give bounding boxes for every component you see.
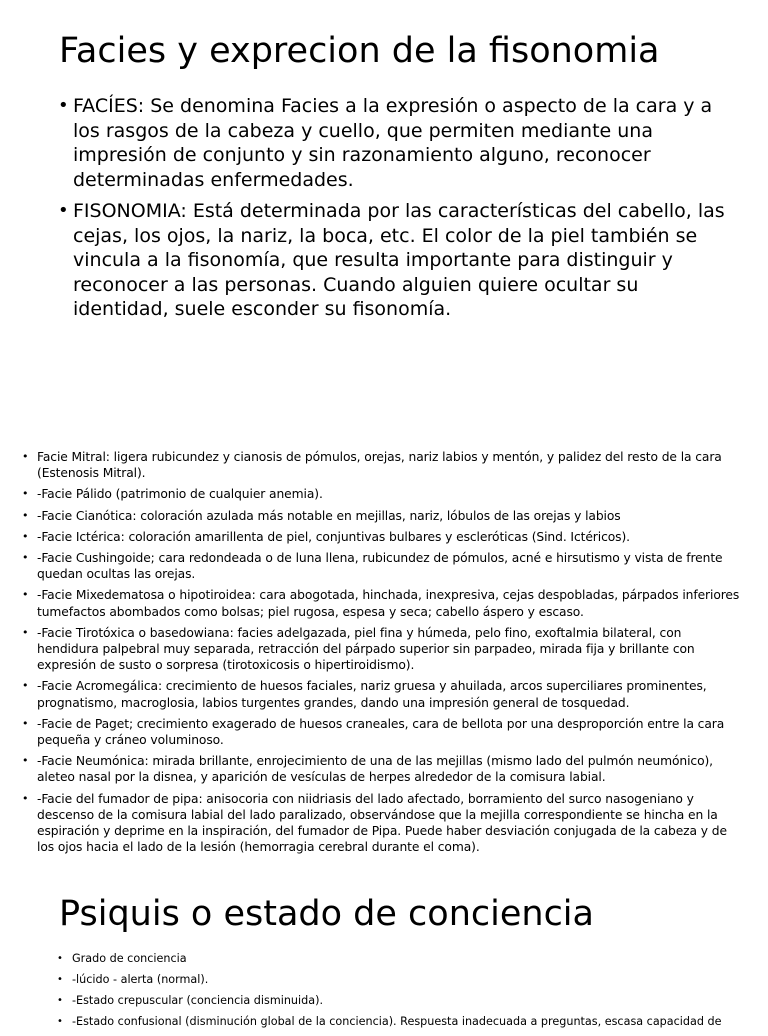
list-item — [22, 791, 740, 856]
list-item-text: -Facie Cianótica: coloración azulada más notable en mejillas, nariz, lóbulos de las orejas y labios — [37, 508, 621, 523]
list-item — [22, 529, 740, 545]
list-item — [22, 678, 740, 710]
bullet-icon: • — [57, 953, 63, 964]
bullet-icon: • — [22, 679, 29, 693]
list-item — [22, 508, 740, 524]
list-item-text: FACÍES: Se denomina Facies a la expresión o aspecto de la cara y a los rasgos de la cabeza y cuello, que permiten mediante una impresión de conjunto y sin razonamiento alguno, reconocer determinadas enfermedades. — [73, 95, 713, 191]
bullet-icon: • — [22, 508, 29, 522]
intro-bullet-list — [58, 94, 738, 329]
list-item — [58, 199, 738, 322]
list-item — [57, 994, 757, 1008]
list-item-text: -Facie Mixedematosa o hipotiroidea: cara abogotada, hinchada, inexpresiva, cejas despobladas, párpados inferiores tumefactos abombados como bolsas; piel rugosa, espesa y seca; cabello áspero y escaso. — [37, 588, 740, 619]
list-item-text: Grado de conciencia — [72, 952, 187, 965]
conciencia-bullet-list — [57, 952, 757, 1036]
bullet-icon: • — [22, 625, 29, 639]
list-item-text: -Facie Neumónica: mirada brillante, enrojecimiento de una de las mejillas (mismo lado del pulmón neumónico), aleteo nasal por la disnea, y aparición de vesículas de herpes alrededor de la comisura labial. — [37, 754, 713, 785]
bullet-icon: • — [22, 754, 29, 768]
list-item — [22, 486, 740, 502]
list-item — [57, 952, 757, 966]
bullet-icon: • — [58, 200, 69, 221]
section-title-conciencia: Psiquis o estado de conciencia — [59, 894, 594, 934]
list-item — [22, 550, 740, 582]
list-item-text: -Facie del fumador de pipa: anisocoria con niidriasis del lado afectado, borramiento del surco nasogeniano y descenso de la comisura labial del lado paralizado, observándose que la mejilla correspondiente se hincha en la espiración y deprime en la inspiración, del fumador de Pipa. Puede haber desviación conjugada de la cabeza y de los ojos hacia el lado de la lesión (hemorragia cerebral durante el coma). — [37, 791, 727, 855]
list-item-text: FISONOMIA: Está determinada por las características del cabello, las cejas, los ojos, la nariz, la boca, etc. El color de la piel también se vincula a la fisonomía, que resulta importante para distinguir y reconocer a las personas. Cuando alguien quiere ocultar su identidad, suele esconder su fisonomía. — [73, 200, 725, 320]
list-item-text: -Facie Acromegálica: crecimiento de huesos faciales, nariz gruesa y ahuilada, arcos superciliares prominentes, prognatismo, macroglosia, labios turgentes grandes, dando una impresión general de tosquedad. — [37, 679, 707, 710]
list-item-text: -Facie Tirotóxica o basedowiana: facies adelgazada, piel fina y húmeda, pelo fino, exoftalmia bilateral, con hendidura palpebral muy separada, retracción del párpado superior sin parpadeo, mirada fija y brillante con expresión de susto o sorpresa (tirotoxicosis o hipertiroidismo). — [37, 625, 695, 673]
bullet-icon: • — [57, 974, 63, 985]
bullet-icon: • — [22, 588, 29, 602]
bullet-icon: • — [57, 1016, 63, 1027]
list-item-text: -Facie Cushingoide; cara redondeada o de luna llena, rubicundez de pómulos, acné e hirsutismo y vista de frente quedan ocultas las orejas. — [37, 551, 723, 582]
list-item-text: -Facie Pálido (patrimonio de cualquier anemia). — [37, 487, 323, 502]
list-item — [22, 587, 740, 619]
bullet-icon: • — [22, 551, 29, 565]
list-item — [22, 625, 740, 674]
list-item — [58, 94, 738, 192]
list-item-text: -Facie de Paget; crecimiento exagerado de huesos craneales, cara de bellota por una desproporción entre la cara pequeña y cráneo voluminoso. — [37, 716, 725, 748]
bullet-icon: • — [22, 529, 29, 543]
bullet-icon: • — [22, 791, 29, 805]
list-item-text: -Facie Ictérica: coloración amarillenta de piel, conjuntivas bulbares y escleróticas (Sind. Ictéricos). — [37, 529, 630, 544]
bullet-icon: • — [22, 487, 29, 501]
list-item — [22, 753, 740, 785]
bullet-icon: • — [22, 450, 29, 463]
list-item-text: -Estado crepuscular (conciencia disminuida). — [72, 994, 324, 1007]
list-item-text: -Estado confusional (disminución global de la conciencia). Respuesta inadecuada a preguntas, escasa capacidad de — [72, 1015, 722, 1028]
list-item-text: -lúcido - alerta (normal). — [72, 973, 209, 986]
bullet-icon: • — [58, 95, 69, 116]
section-title-facies: Facies y exprecion de la fisonomia — [59, 31, 660, 71]
facies-bullet-list — [22, 449, 740, 860]
list-item — [57, 1015, 757, 1029]
bullet-icon: • — [22, 716, 29, 730]
bullet-icon: • — [57, 995, 63, 1006]
list-item — [22, 716, 740, 748]
list-item — [57, 973, 757, 987]
list-item-text: Facie Mitral: ligera rubicundez y cianosis de pómulos, orejas, nariz labios y mentón, y palidez del resto de la cara (Estenosis Mitral). — [37, 450, 722, 481]
list-item — [22, 449, 740, 481]
